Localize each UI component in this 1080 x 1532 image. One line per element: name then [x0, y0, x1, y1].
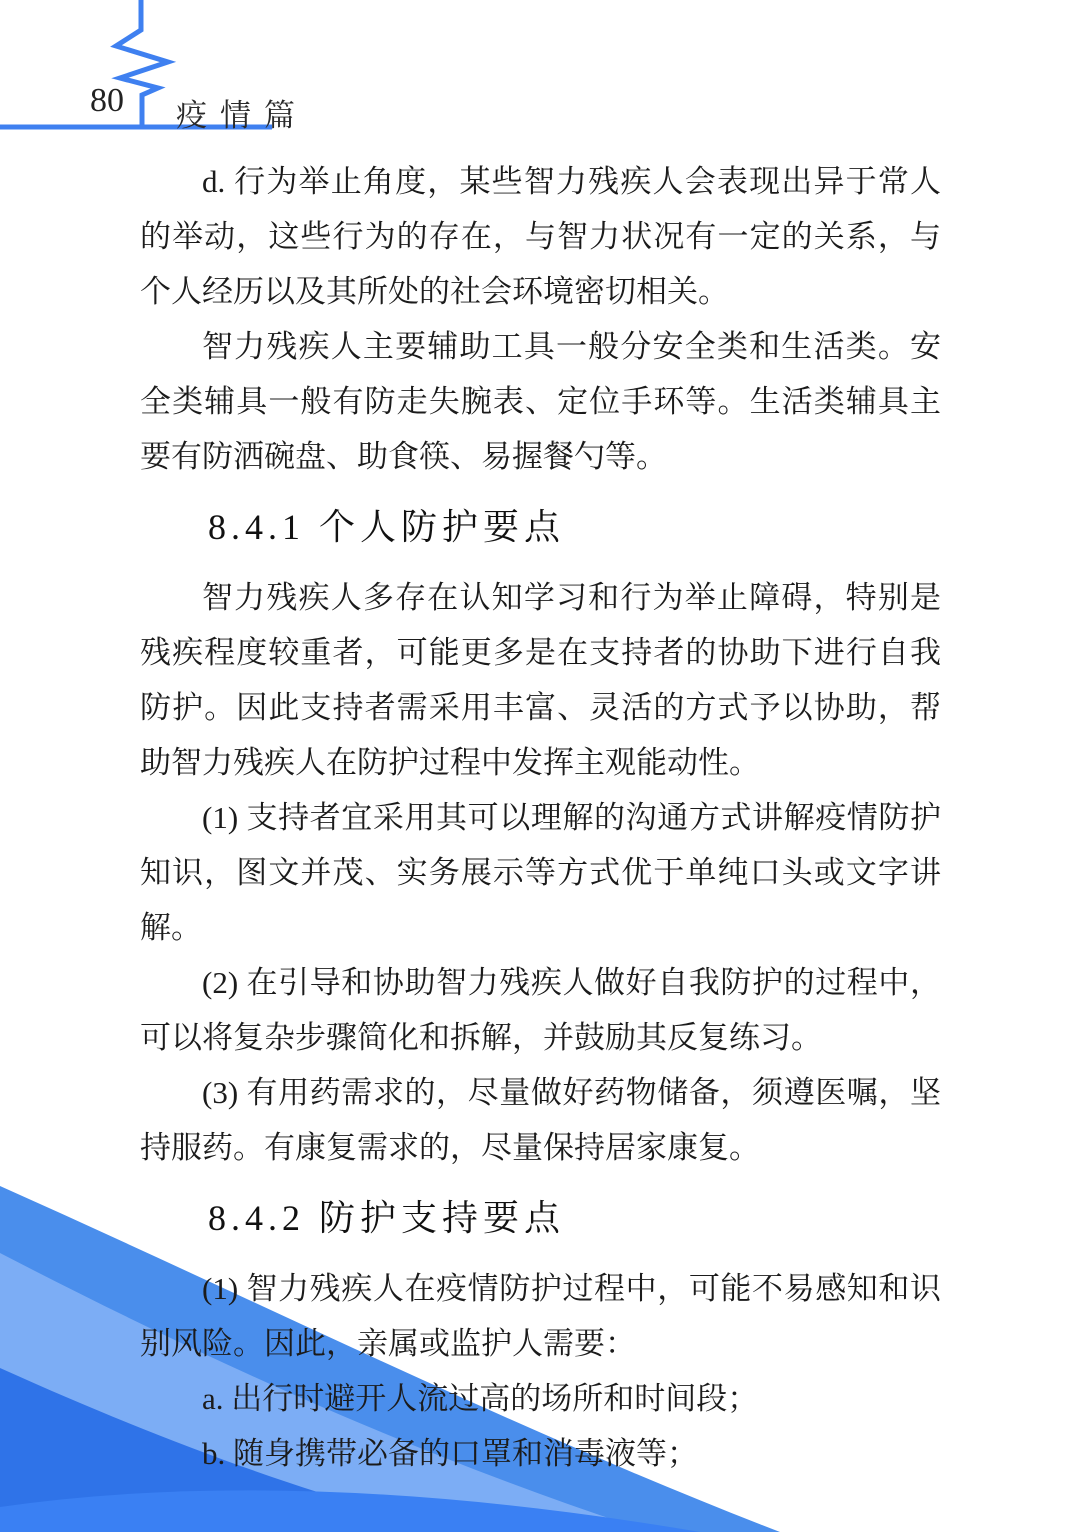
- paragraph-behavior-angle: d. 行为举止角度，某些智力残疾人会表现出异于常人的举动，这些行为的存在，与智力状况有一定的关系，与个人经历以及其所处的社会环境密切相关。: [140, 164, 941, 309]
- list-item-842-1: (1) 智力残疾人在疫情防护过程中，可能不易感知和识别风险。因此，亲属或监护人需要：: [140, 1271, 941, 1361]
- page-content: [140, 154, 941, 1481]
- paragraph-assistive-tools: 智力残疾人主要辅助工具一般分安全类和生活类。安全类辅具一般有防走失腕表、定位手环等。生活类辅具主要有防洒碗盘、助食筷、易握餐勺等。: [140, 329, 941, 474]
- list-item-841-2: (2) 在引导和协助智力残疾人做好自我防护的过程中，可以将复杂步骤简化和拆解，并鼓励其反复练习。: [140, 965, 941, 1055]
- list-item-842-b: b. 随身携带必备的口罩和消毒液等；: [202, 1436, 698, 1471]
- list-item-841-3: (3) 有用药需求的，尽量做好药物储备，须遵医嘱，坚持服药。有康复需求的，尽量保持居家康复。: [140, 1075, 941, 1165]
- section-heading-841: 8.4.1 个人防护要点: [208, 507, 566, 547]
- list-item-841-1: (1) 支持者宜采用其可以理解的沟通方式讲解疫情防护知识，图文并茂、实务展示等方式优于单纯口头或文字讲解。: [140, 800, 941, 945]
- section-heading-842: 8.4.2 防护支持要点: [208, 1198, 566, 1238]
- paragraph-841-intro: 智力残疾人多存在认知学习和行为举止障碍，特别是残疾程度较重者，可能更多是在支持者的协助下进行自我防护。因此支持者需采用丰富、灵活的方式予以协助，帮助智力残疾人在防护过程中发挥主观能动性。: [140, 580, 941, 780]
- chapter-header: 疫情篇: [176, 98, 308, 133]
- list-item-842-a: a. 出行时避开人流过高的场所和时间段；: [202, 1381, 759, 1416]
- page-number: 80: [90, 82, 124, 119]
